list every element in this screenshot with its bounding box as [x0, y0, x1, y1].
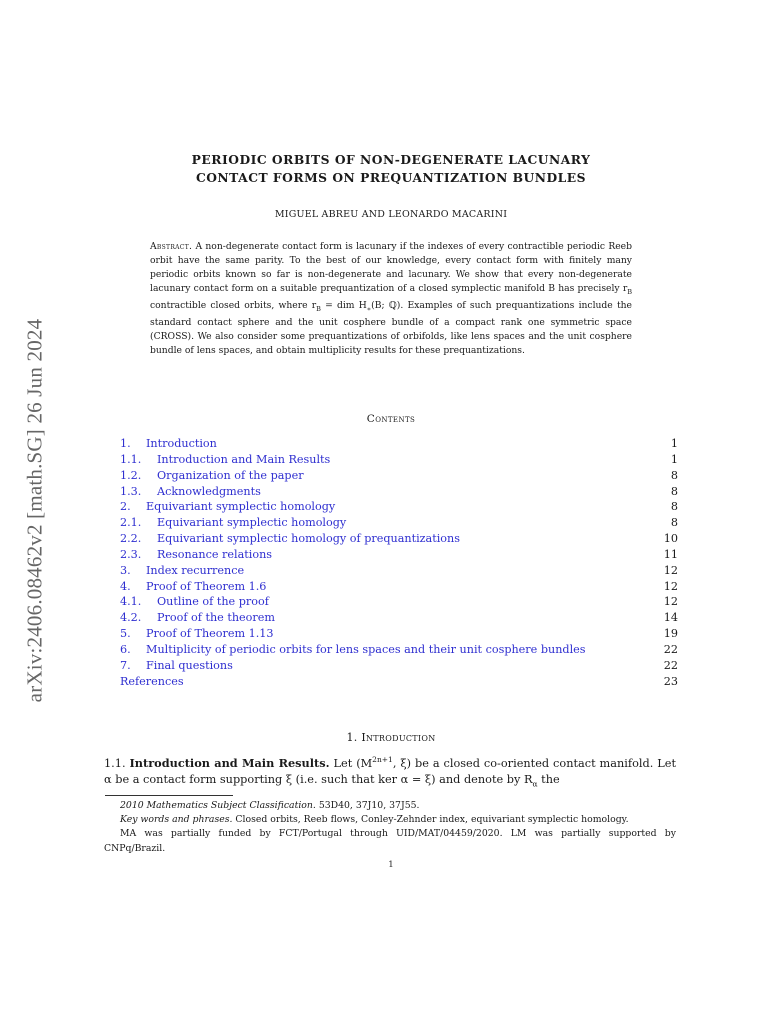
toc-entry-label: Introduction — [146, 437, 217, 450]
abstract: Abstract. A non-degenerate contact form is lacunary if the indexes of every contractible periodic Reeb orbit have the same parity. To the best of our knowledge, every contact form with finitely many periodic orbits known so far is non-degenerate and lacunary. We show that every non-degenerate lacunary contact form on a suitable prequantization of a closed symplectic manifold B has precisely $r_B$ contractible closed orbits, where $r_B$ = dim $H_∗(B$; ℚ). Examples of such prequantizations include the standard contact sphere and the unit cosphere bundle of a compact rank one symmetric space (CROSS). We also consider some prequantizations of orbifolds, like lens spaces and the unit cosphere bundle of lens spaces, and obtain multiplicity results for these prequantizations. — [150, 241, 632, 357]
toc-entry-label: Equivariant symplectic homology — [146, 500, 336, 514]
toc-entry-label: Resonance relations — [157, 547, 273, 561]
toc-entry-number: 1.2. — [120, 468, 142, 482]
abstract-text-2: contractible closed orbits, where r — [150, 300, 317, 312]
toc-row — [120, 547, 678, 563]
footnote-rule — [105, 795, 233, 796]
toc-entry-link[interactable] — [120, 642, 586, 658]
toc-row — [120, 626, 678, 642]
toc-entry-number: 4. — [120, 579, 131, 593]
toc-entry-number: 7. — [120, 658, 131, 672]
section-number: 1. — [346, 731, 358, 744]
toc-entry-page: 19 — [663, 627, 678, 641]
section-title: Introduction — [361, 731, 436, 744]
page-number: 1 — [388, 860, 394, 870]
authors: MIGUEL ABREU AND LEONARDO MACARINI — [274, 209, 508, 220]
toc-entry-number: 6. — [120, 642, 131, 656]
toc-entry-number: 4.2. — [120, 611, 142, 625]
toc-entry-link[interactable] — [120, 674, 184, 690]
intro-text-body: be a closed co-oriented contact manifold. Let α be a contact form supporting ξ (i.e. such that ker α = ξ) and denote by R — [104, 756, 676, 786]
toc-entry-link[interactable] — [120, 563, 244, 579]
toc-entry-page: 10 — [663, 532, 678, 546]
keywords-label: Key words and phrases. — [120, 814, 233, 826]
toc-entry-label: Acknowledgments — [157, 484, 261, 498]
toc-entry-link[interactable] — [120, 436, 217, 452]
toc-row — [120, 563, 678, 579]
toc-entry-link[interactable] — [120, 484, 261, 500]
toc-row — [120, 674, 678, 690]
intro-text-pre: Let (M — [333, 756, 373, 770]
toc-entry-label: Index recurrence — [146, 563, 245, 577]
footnotes — [104, 799, 676, 856]
toc-entry-page: 8 — [670, 468, 678, 482]
toc-entry-page: 12 — [663, 595, 678, 609]
intro-sub: α — [532, 779, 538, 789]
intro-text-mid: , ξ) — [392, 756, 415, 770]
msc-codes: 53D40, 37J10, 37J55. — [318, 800, 420, 811]
toc-entry-link[interactable] — [120, 515, 346, 531]
toc-row — [120, 658, 678, 674]
toc-entry-page: 12 — [663, 579, 678, 593]
toc-row — [120, 484, 678, 500]
toc-entry-link[interactable] — [120, 610, 275, 626]
toc-entry-link[interactable] — [120, 468, 304, 484]
toc-row — [120, 531, 678, 547]
toc-entry-page: 22 — [663, 642, 678, 656]
toc-entry-number: 1.1. — [120, 452, 142, 466]
toc-row — [120, 642, 678, 658]
toc-entry-page: 1 — [670, 452, 678, 466]
toc-entry-number: 4.1. — [120, 595, 142, 609]
toc-entry-label: Multiplicity of periodic orbits for lens spaces and their unit cosphere bundles — [146, 642, 586, 656]
table-of-contents — [120, 436, 678, 690]
toc-entry-label: Outline of the proof — [157, 595, 269, 609]
abstract-rb-sub-2: B — [316, 305, 321, 314]
toc-entry-number: 2.2. — [120, 532, 142, 546]
toc-row — [120, 436, 678, 452]
subsection-number: 1.1. — [104, 756, 126, 770]
footnote-funding: MA was partially funded by FCT/Portugal through UID/MAT/04459/2020. LM was partially supported by CNPq/Brazil. — [104, 828, 676, 854]
toc-row — [120, 579, 678, 595]
toc-entry-link[interactable] — [120, 594, 269, 610]
toc-entry-number: 1.3. — [120, 484, 142, 498]
intro-sup: 2n+1 — [372, 755, 393, 764]
msc-label: 2010 Mathematics Subject Classification. — [120, 800, 316, 811]
toc-entry-label: References — [120, 674, 184, 688]
toc-entry-page: 8 — [670, 484, 678, 498]
section-heading — [100, 731, 682, 744]
toc-entry-page: 12 — [663, 563, 678, 577]
toc-entry-label: Equivariant symplectic homology of prequantizations — [157, 532, 460, 546]
toc-entry-page: 8 — [670, 516, 678, 530]
toc-entry-label: Organization of the paper — [157, 468, 304, 482]
footnote-msc — [104, 799, 676, 813]
toc-entry-page: 22 — [663, 658, 678, 672]
toc-entry-label: Proof of Theorem 1.6 — [146, 579, 267, 593]
toc-entry-page: 23 — [663, 674, 678, 688]
title-line-1: PERIODIC ORBITS OF NON-DEGENERATE LACUNARY — [191, 152, 591, 167]
toc-row — [120, 515, 678, 531]
toc-entry-number: 3. — [120, 563, 131, 577]
footnote-keywords — [104, 813, 676, 827]
arxiv-stamp — [18, 280, 52, 740]
abstract-rb-sub-1: B — [627, 288, 632, 297]
toc-row — [120, 452, 678, 468]
toc-entry-page: 11 — [663, 547, 678, 561]
toc-row — [120, 499, 678, 515]
abstract-text-4: (B; ℚ). Examples of such prequantizations include the standard contact sphere and the unit cosphere bundle of a compact rank one symmetric space (CROSS). We also consider some prequantizations of orbifolds, like lens spaces and the unit cosphere bundle of lens spaces, and obtain multiplicity results for these prequantizations. — [150, 300, 632, 357]
intro-paragraph — [104, 752, 676, 792]
abstract-text-3: = dim H — [320, 300, 367, 312]
contents-heading: Contents — [366, 413, 416, 425]
title-line-2: CONTACT FORMS ON PREQUANTIZATION BUNDLES — [195, 170, 587, 185]
toc-entry-page: 1 — [670, 437, 678, 450]
toc-entry-link[interactable] — [120, 499, 335, 515]
toc-entry-label: Equivariant symplectic homology — [157, 516, 347, 530]
toc-entry-number: 2.3. — [120, 547, 142, 561]
toc-entry-number: 2. — [120, 500, 131, 514]
toc-entry-label: Introduction and Main Results — [157, 452, 331, 466]
toc-entry-number: 2.1. — [120, 516, 142, 530]
toc-entry-label: Proof of the theorem — [157, 611, 275, 625]
toc-entry-number: 5. — [120, 627, 131, 641]
toc-row — [120, 594, 678, 610]
abstract-text-1: A non-degenerate contact form is lacunary if the indexes of every contractible periodic Reeb orbit have the same parity. To the best of our knowledge, every contact form with finitely many periodic orbits known so far is non-degenerate and lacunary. We show that every non-degenerate lacunary contact form on a suitable prequantization of a closed symplectic manifold B has precisely r — [150, 241, 632, 295]
toc-entry-link[interactable] — [120, 626, 274, 642]
toc-entry-link[interactable] — [120, 452, 330, 468]
toc-entry-number: 1. — [120, 437, 131, 450]
intro-text-end: the — [537, 772, 560, 786]
toc-entry-link[interactable] — [120, 547, 272, 563]
toc-row — [120, 468, 678, 484]
toc-entry-link[interactable] — [120, 658, 233, 674]
subsection-title: Introduction and Main Results. — [129, 755, 330, 770]
toc-entry-link[interactable] — [120, 579, 266, 595]
arxiv-identifier[interactable]: arXiv:2406.08462v2 [math.SG] 26 Jun 2024 — [22, 318, 47, 702]
toc-entry-link[interactable] — [120, 531, 460, 547]
paper-title — [100, 151, 682, 187]
toc-entry-label: Proof of Theorem 1.13 — [146, 627, 274, 641]
toc-row — [120, 610, 678, 626]
abstract-heading: Abstract. — [150, 241, 193, 252]
toc-entry-page: 14 — [663, 611, 678, 625]
toc-entry-label: Final questions — [146, 658, 233, 672]
keywords: Closed orbits, Reeb flows, Conley-Zehnder index, equivariant symplectic homology. — [235, 814, 629, 826]
toc-entry-page: 8 — [670, 500, 678, 514]
